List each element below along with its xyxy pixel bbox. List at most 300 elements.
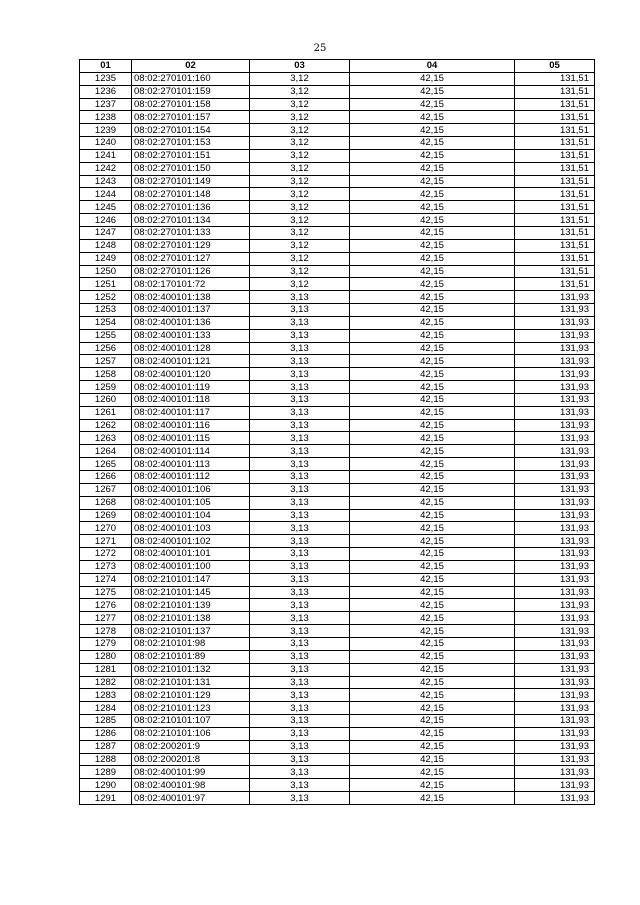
table-row <box>80 342 595 355</box>
cell-value-05: 131,93 <box>515 483 595 496</box>
cell-value-05: 131,93 <box>515 792 595 805</box>
cell-cadastral-code: 08:02:400101:121 <box>132 355 250 368</box>
cell-number: 1279 <box>80 637 132 650</box>
cell-value-04: 42,15 <box>350 458 515 471</box>
cell-value-03: 3,13 <box>250 355 350 368</box>
cell-number: 1236 <box>80 85 132 98</box>
cell-value-05: 131,51 <box>515 265 595 278</box>
table-row <box>80 355 595 368</box>
cell-value-03: 3,13 <box>250 496 350 509</box>
cell-number: 1248 <box>80 239 132 252</box>
cell-cadastral-code: 08:02:210101:131 <box>132 676 250 689</box>
cell-value-04: 42,15 <box>350 625 515 638</box>
cell-cadastral-code: 08:02:270101:126 <box>132 265 250 278</box>
cell-cadastral-code: 08:02:400101:100 <box>132 560 250 573</box>
cell-value-03: 3,13 <box>250 381 350 394</box>
table-row <box>80 792 595 805</box>
table-row <box>80 239 595 252</box>
cell-value-05: 131,93 <box>515 291 595 304</box>
cell-cadastral-code: 08:02:270101:133 <box>132 226 250 239</box>
cell-value-04: 42,15 <box>350 586 515 599</box>
cell-value-04: 42,15 <box>350 124 515 137</box>
cell-value-04: 42,15 <box>350 368 515 381</box>
cell-cadastral-code: 08:02:400101:116 <box>132 419 250 432</box>
cell-value-05: 131,93 <box>515 766 595 779</box>
table-row <box>80 162 595 175</box>
table-row <box>80 111 595 124</box>
cell-value-03: 3,13 <box>250 522 350 535</box>
cell-value-03: 3,13 <box>250 548 350 561</box>
cell-value-04: 42,15 <box>350 201 515 214</box>
cell-value-04: 42,15 <box>350 432 515 445</box>
cell-value-03: 3,12 <box>250 162 350 175</box>
cell-number: 1284 <box>80 702 132 715</box>
cell-number: 1269 <box>80 509 132 522</box>
cell-value-04: 42,15 <box>350 355 515 368</box>
table-row <box>80 252 595 265</box>
table-row <box>80 368 595 381</box>
cell-number: 1235 <box>80 72 132 85</box>
table-row <box>80 265 595 278</box>
cell-number: 1262 <box>80 419 132 432</box>
cell-value-04: 42,15 <box>350 792 515 805</box>
cell-value-04: 42,15 <box>350 406 515 419</box>
cell-cadastral-code: 08:02:400101:114 <box>132 445 250 458</box>
cell-value-03: 3,12 <box>250 85 350 98</box>
cell-value-04: 42,15 <box>350 522 515 535</box>
cell-cadastral-code: 08:02:210101:138 <box>132 612 250 625</box>
cell-value-04: 42,15 <box>350 85 515 98</box>
cell-cadastral-code: 08:02:400101:99 <box>132 766 250 779</box>
cell-value-05: 131,93 <box>515 586 595 599</box>
cell-cadastral-code: 08:02:200201:9 <box>132 740 250 753</box>
cell-cadastral-code: 08:02:400101:113 <box>132 458 250 471</box>
cell-number: 1254 <box>80 316 132 329</box>
cell-value-03: 3,12 <box>250 201 350 214</box>
cell-value-04: 42,15 <box>350 560 515 573</box>
cell-value-04: 42,15 <box>350 316 515 329</box>
cell-value-04: 42,15 <box>350 265 515 278</box>
cell-value-04: 42,15 <box>350 612 515 625</box>
table-row <box>80 625 595 638</box>
cell-value-03: 3,13 <box>250 393 350 406</box>
cell-value-05: 131,51 <box>515 72 595 85</box>
table-row <box>80 137 595 150</box>
cell-value-05: 131,51 <box>515 98 595 111</box>
table-row <box>80 432 595 445</box>
cell-value-03: 3,12 <box>250 124 350 137</box>
cell-number: 1288 <box>80 753 132 766</box>
cell-value-03: 3,13 <box>250 329 350 342</box>
cell-value-03: 3,12 <box>250 72 350 85</box>
cell-value-04: 42,15 <box>350 535 515 548</box>
cell-value-03: 3,12 <box>250 265 350 278</box>
cell-cadastral-code: 08:02:210101:107 <box>132 715 250 728</box>
cell-number: 1271 <box>80 535 132 548</box>
cell-cadastral-code: 08:02:270101:129 <box>132 239 250 252</box>
header-col-02: 02 <box>132 60 250 73</box>
table-row <box>80 175 595 188</box>
cell-number: 1247 <box>80 226 132 239</box>
cell-value-03: 3,13 <box>250 342 350 355</box>
cell-value-04: 42,15 <box>350 342 515 355</box>
cell-value-03: 3,12 <box>250 278 350 291</box>
table-row <box>80 779 595 792</box>
table-row <box>80 419 595 432</box>
cell-number: 1277 <box>80 612 132 625</box>
table-row <box>80 663 595 676</box>
cell-cadastral-code: 08:02:270101:153 <box>132 137 250 150</box>
table-row <box>80 637 595 650</box>
header-col-04: 04 <box>350 60 515 73</box>
cell-number: 1250 <box>80 265 132 278</box>
cell-value-05: 131,93 <box>515 496 595 509</box>
cell-value-05: 131,93 <box>515 535 595 548</box>
cell-number: 1238 <box>80 111 132 124</box>
cell-number: 1252 <box>80 291 132 304</box>
table-row <box>80 599 595 612</box>
table-row <box>80 201 595 214</box>
header-col-05: 05 <box>515 60 595 73</box>
cell-value-03: 3,13 <box>250 625 350 638</box>
table-row <box>80 445 595 458</box>
table-row <box>80 406 595 419</box>
table-row <box>80 316 595 329</box>
cell-value-03: 3,13 <box>250 560 350 573</box>
table-row <box>80 548 595 561</box>
cell-cadastral-code: 08:02:400101:101 <box>132 548 250 561</box>
table-row <box>80 522 595 535</box>
table-header <box>80 60 595 73</box>
cell-value-04: 42,15 <box>350 650 515 663</box>
cell-number: 1259 <box>80 381 132 394</box>
cell-value-04: 42,15 <box>350 727 515 740</box>
cell-value-03: 3,13 <box>250 650 350 663</box>
cell-cadastral-code: 08:02:270101:136 <box>132 201 250 214</box>
cell-number: 1258 <box>80 368 132 381</box>
cell-number: 1245 <box>80 201 132 214</box>
cell-number: 1242 <box>80 162 132 175</box>
cell-value-04: 42,15 <box>350 599 515 612</box>
cell-value-04: 42,15 <box>350 226 515 239</box>
cell-value-04: 42,15 <box>350 548 515 561</box>
cell-value-03: 3,12 <box>250 239 350 252</box>
cell-cadastral-code: 08:02:270101:127 <box>132 252 250 265</box>
table-row <box>80 85 595 98</box>
table-row <box>80 535 595 548</box>
cell-number: 1268 <box>80 496 132 509</box>
cell-value-05: 131,93 <box>515 740 595 753</box>
cell-number: 1260 <box>80 393 132 406</box>
cell-number: 1249 <box>80 252 132 265</box>
cell-cadastral-code: 08:02:270101:134 <box>132 214 250 227</box>
table-row <box>80 702 595 715</box>
cell-value-03: 3,13 <box>250 715 350 728</box>
cell-value-03: 3,13 <box>250 689 350 702</box>
cell-value-05: 131,51 <box>515 214 595 227</box>
cell-cadastral-code: 08:02:210101:98 <box>132 637 250 650</box>
cell-value-05: 131,93 <box>515 573 595 586</box>
cell-value-03: 3,12 <box>250 111 350 124</box>
cell-value-03: 3,13 <box>250 509 350 522</box>
cell-cadastral-code: 08:02:400101:97 <box>132 792 250 805</box>
header-col-03: 03 <box>250 60 350 73</box>
header-col-01: 01 <box>80 60 132 73</box>
cell-number: 1282 <box>80 676 132 689</box>
cell-value-05: 131,93 <box>515 381 595 394</box>
cell-number: 1265 <box>80 458 132 471</box>
cell-value-05: 131,93 <box>515 727 595 740</box>
cell-value-04: 42,15 <box>350 72 515 85</box>
table-row <box>80 458 595 471</box>
table-row <box>80 72 595 85</box>
table-row <box>80 740 595 753</box>
cell-number: 1255 <box>80 329 132 342</box>
cell-value-03: 3,13 <box>250 445 350 458</box>
table-row <box>80 612 595 625</box>
cell-cadastral-code: 08:02:400101:102 <box>132 535 250 548</box>
cell-value-05: 131,93 <box>515 406 595 419</box>
cell-number: 1243 <box>80 175 132 188</box>
cell-value-03: 3,13 <box>250 406 350 419</box>
cell-value-05: 131,93 <box>515 612 595 625</box>
cell-value-05: 131,51 <box>515 278 595 291</box>
cell-value-03: 3,13 <box>250 676 350 689</box>
cell-cadastral-code: 08:02:400101:103 <box>132 522 250 535</box>
cell-value-05: 131,51 <box>515 137 595 150</box>
cell-value-03: 3,13 <box>250 458 350 471</box>
cell-cadastral-code: 08:02:210101:123 <box>132 702 250 715</box>
cell-value-05: 131,93 <box>515 625 595 638</box>
cell-cadastral-code: 08:02:270101:150 <box>132 162 250 175</box>
cell-value-03: 3,12 <box>250 149 350 162</box>
cell-number: 1287 <box>80 740 132 753</box>
cell-cadastral-code: 08:02:400101:128 <box>132 342 250 355</box>
cell-value-04: 42,15 <box>350 381 515 394</box>
cell-number: 1251 <box>80 278 132 291</box>
cell-cadastral-code: 08:02:210101:129 <box>132 689 250 702</box>
cell-value-05: 131,51 <box>515 252 595 265</box>
cell-value-03: 3,12 <box>250 252 350 265</box>
cell-value-04: 42,15 <box>350 149 515 162</box>
cell-value-03: 3,12 <box>250 137 350 150</box>
table-row <box>80 727 595 740</box>
cell-value-05: 131,93 <box>515 689 595 702</box>
cell-value-04: 42,15 <box>350 419 515 432</box>
cell-number: 1239 <box>80 124 132 137</box>
cell-number: 1275 <box>80 586 132 599</box>
cell-value-05: 131,93 <box>515 304 595 317</box>
cell-value-05: 131,93 <box>515 509 595 522</box>
cell-value-04: 42,15 <box>350 188 515 201</box>
table-row <box>80 98 595 111</box>
cell-cadastral-code: 08:02:210101:89 <box>132 650 250 663</box>
table-row <box>80 509 595 522</box>
cell-number: 1261 <box>80 406 132 419</box>
cell-cadastral-code: 08:02:400101:112 <box>132 471 250 484</box>
cell-value-05: 131,93 <box>515 650 595 663</box>
cell-value-03: 3,13 <box>250 637 350 650</box>
cell-value-03: 3,12 <box>250 226 350 239</box>
table-row <box>80 689 595 702</box>
table-row <box>80 676 595 689</box>
cell-cadastral-code: 08:02:270101:159 <box>132 85 250 98</box>
cell-cadastral-code: 08:02:210101:132 <box>132 663 250 676</box>
cell-value-03: 3,13 <box>250 663 350 676</box>
table-row <box>80 586 595 599</box>
cell-cadastral-code: 08:02:400101:137 <box>132 304 250 317</box>
cell-value-05: 131,93 <box>515 548 595 561</box>
table-row <box>80 471 595 484</box>
cell-value-04: 42,15 <box>350 663 515 676</box>
cell-value-05: 131,93 <box>515 329 595 342</box>
cell-value-03: 3,13 <box>250 432 350 445</box>
cell-value-05: 131,51 <box>515 201 595 214</box>
table-row <box>80 226 595 239</box>
cell-number: 1253 <box>80 304 132 317</box>
cell-cadastral-code: 08:02:270101:157 <box>132 111 250 124</box>
table-row <box>80 573 595 586</box>
cell-value-05: 131,93 <box>515 599 595 612</box>
cell-cadastral-code: 08:02:400101:120 <box>132 368 250 381</box>
table-row <box>80 381 595 394</box>
cell-value-03: 3,13 <box>250 612 350 625</box>
cell-value-04: 42,15 <box>350 162 515 175</box>
cell-value-04: 42,15 <box>350 329 515 342</box>
cell-cadastral-code: 08:02:210101:139 <box>132 599 250 612</box>
cell-number: 1270 <box>80 522 132 535</box>
cell-value-04: 42,15 <box>350 676 515 689</box>
cell-value-05: 131,51 <box>515 85 595 98</box>
cell-number: 1278 <box>80 625 132 638</box>
cell-value-03: 3,13 <box>250 599 350 612</box>
cell-value-04: 42,15 <box>350 393 515 406</box>
cell-value-05: 131,93 <box>515 419 595 432</box>
table-row <box>80 149 595 162</box>
cell-value-04: 42,15 <box>350 98 515 111</box>
cell-number: 1272 <box>80 548 132 561</box>
cell-value-05: 131,93 <box>515 753 595 766</box>
table-row <box>80 188 595 201</box>
cell-value-05: 131,93 <box>515 342 595 355</box>
cell-value-03: 3,13 <box>250 291 350 304</box>
cell-value-03: 3,13 <box>250 792 350 805</box>
table-row <box>80 393 595 406</box>
cell-number: 1289 <box>80 766 132 779</box>
cell-cadastral-code: 08:02:270101:158 <box>132 98 250 111</box>
cell-cadastral-code: 08:02:210101:137 <box>132 625 250 638</box>
cell-value-05: 131,93 <box>515 432 595 445</box>
cell-number: 1290 <box>80 779 132 792</box>
cell-value-05: 131,93 <box>515 316 595 329</box>
cell-value-05: 131,51 <box>515 226 595 239</box>
cell-value-05: 131,51 <box>515 175 595 188</box>
cell-cadastral-code: 08:02:400101:133 <box>132 329 250 342</box>
table-row <box>80 304 595 317</box>
cell-number: 1280 <box>80 650 132 663</box>
cell-value-05: 131,51 <box>515 111 595 124</box>
cell-number: 1283 <box>80 689 132 702</box>
cell-value-05: 131,93 <box>515 715 595 728</box>
cell-value-04: 42,15 <box>350 715 515 728</box>
cell-value-05: 131,93 <box>515 702 595 715</box>
cell-cadastral-code: 08:02:210101:145 <box>132 586 250 599</box>
table-row <box>80 214 595 227</box>
cell-value-03: 3,12 <box>250 175 350 188</box>
cell-number: 1291 <box>80 792 132 805</box>
cell-cadastral-code: 08:02:400101:115 <box>132 432 250 445</box>
cell-value-04: 42,15 <box>350 740 515 753</box>
cell-number: 1274 <box>80 573 132 586</box>
cell-value-03: 3,13 <box>250 727 350 740</box>
cell-value-05: 131,93 <box>515 471 595 484</box>
cell-cadastral-code: 08:02:400101:104 <box>132 509 250 522</box>
cell-value-03: 3,13 <box>250 368 350 381</box>
cell-value-04: 42,15 <box>350 496 515 509</box>
cell-cadastral-code: 08:02:210101:147 <box>132 573 250 586</box>
cell-cadastral-code: 08:02:270101:154 <box>132 124 250 137</box>
table-row <box>80 278 595 291</box>
cell-number: 1241 <box>80 149 132 162</box>
cell-value-03: 3,13 <box>250 740 350 753</box>
cell-value-04: 42,15 <box>350 175 515 188</box>
cell-cadastral-code: 08:02:270101:160 <box>132 72 250 85</box>
cell-value-04: 42,15 <box>350 509 515 522</box>
cell-cadastral-code: 08:02:400101:119 <box>132 381 250 394</box>
cell-cadastral-code: 08:02:400101:98 <box>132 779 250 792</box>
cell-value-03: 3,13 <box>250 779 350 792</box>
cell-value-04: 42,15 <box>350 252 515 265</box>
cell-number: 1276 <box>80 599 132 612</box>
cell-value-05: 131,93 <box>515 458 595 471</box>
cell-value-04: 42,15 <box>350 111 515 124</box>
cell-value-03: 3,12 <box>250 188 350 201</box>
cell-value-05: 131,93 <box>515 637 595 650</box>
cell-value-04: 42,15 <box>350 753 515 766</box>
cell-cadastral-code: 08:02:400101:106 <box>132 483 250 496</box>
cell-cadastral-code: 08:02:400101:117 <box>132 406 250 419</box>
cell-value-03: 3,12 <box>250 214 350 227</box>
cell-number: 1240 <box>80 137 132 150</box>
cell-value-03: 3,13 <box>250 766 350 779</box>
cell-value-03: 3,13 <box>250 419 350 432</box>
cell-value-03: 3,13 <box>250 573 350 586</box>
cell-value-05: 131,51 <box>515 239 595 252</box>
cell-value-05: 131,93 <box>515 355 595 368</box>
table-row <box>80 753 595 766</box>
header-row <box>80 60 595 73</box>
cell-value-05: 131,93 <box>515 393 595 406</box>
cell-cadastral-code: 08:02:270101:149 <box>132 175 250 188</box>
cell-number: 1256 <box>80 342 132 355</box>
table-row <box>80 496 595 509</box>
cell-value-05: 131,93 <box>515 522 595 535</box>
cell-value-04: 42,15 <box>350 278 515 291</box>
cell-value-05: 131,51 <box>515 124 595 137</box>
cell-number: 1266 <box>80 471 132 484</box>
cell-value-03: 3,13 <box>250 304 350 317</box>
table-body <box>80 72 595 804</box>
cell-number: 1285 <box>80 715 132 728</box>
cell-value-03: 3,13 <box>250 586 350 599</box>
cell-number: 1281 <box>80 663 132 676</box>
cell-value-04: 42,15 <box>350 702 515 715</box>
data-table <box>79 59 595 805</box>
cell-value-03: 3,13 <box>250 471 350 484</box>
table-row <box>80 329 595 342</box>
table-row <box>80 650 595 663</box>
cell-value-04: 42,15 <box>350 137 515 150</box>
